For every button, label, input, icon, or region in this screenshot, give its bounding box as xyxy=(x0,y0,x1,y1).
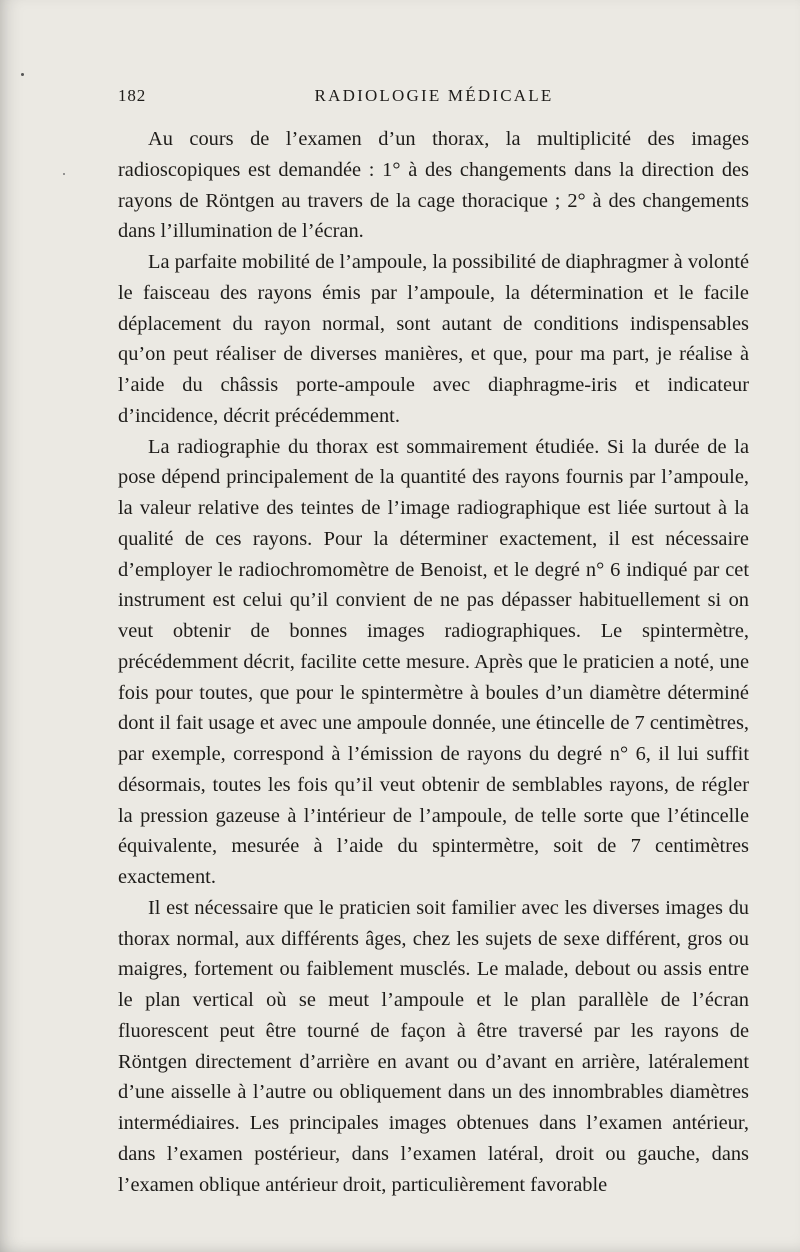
paragraph-4: Il est nécessaire que le praticien soit familier avec les diverses images du thorax normal, aux différents âges, chez les sujets de sexe différent, gros ou maigres, fortement ou faiblement musclés. Le malade, debout ou assis entre le plan vertical où se meut l’ampoule et le plan parallèle de l’écran fluorescent peut être tourné de façon à être traversé par les rayons de Röntgen directement d’arrière en avant ou d’avant en arrière, latéralement d’une aisselle à l’autre ou obliquement dans un des innombrables diamètres intermédiaires. Les principales images obtenues dans l’examen antérieur, dans l’examen postérieur, dans l’examen latéral, droit ou gauche, dans l’examen oblique antérieur droit, particulièrement favorable xyxy=(118,896,749,1196)
page-number: 182 xyxy=(118,86,147,105)
paragraph-2: La parfaite mobilité de l’ampoule, la possibilité de diaphragmer à volonté le faisceau des rayons émis par l’ampoule, la détermination et le facile déplacement du rayon normal, sont autant de conditions indispensables qu’on peut réaliser de diverses manières, et que, pour ma part, je réalise à l’aide du châssis porte-ampoule avec diaphragme-iris et indicateur d’incidence, décrit précédemment. xyxy=(118,251,749,427)
body-text xyxy=(118,124,749,1200)
ink-speck xyxy=(21,73,24,76)
page-header xyxy=(118,86,750,110)
ink-speck xyxy=(63,173,65,175)
paragraph-1: Au cours de l’examen d’un thorax, la multiplicité des images radioscopiques est demandée : 1° à des changements dans la direction des rayons de Röntgen au travers de la cage thoracique ; 2° à des changements dans l’illumination de l’écran. xyxy=(118,128,749,243)
paragraph-3: La radiographie du thorax est sommairement étudiée. Si la durée de la pose dépend principalement de la quantité des rayons fournis par l’ampoule, la valeur relative des teintes de l’image radiographique est liée surtout à la qualité de ces rayons. Pour la déterminer exactement, il est nécessaire d’employer le radiochromomètre de Benoist, et le degré n° 6 indiqué par cet instrument est celui qu’il convient de ne pas dépasser habituellement si on veut obtenir de bonnes images radiographiques. Le spintermètre, précédemment décrit, facilite cette mesure. Après que le praticien a noté, une fois pour toutes, que pour le spintermètre à boules d’un diamètre déterminé dont il fait usage et avec une ampoule donnée, une étincelle de 7 centimètres, par exemple, correspond à l’émission de rayons du degré n° 6, il lui suffit désormais, toutes les fois qu’il veut obtenir de semblables rayons, de régler la pression gazeuse à l’intérieur de l’ampoule, de telle sorte que l’étincelle équivalente, mesurée à l’aide du spintermètre, soit de 7 centimètres exactement. xyxy=(118,435,749,888)
running-title: RADIOLOGIE MÉDICALE xyxy=(314,86,554,105)
